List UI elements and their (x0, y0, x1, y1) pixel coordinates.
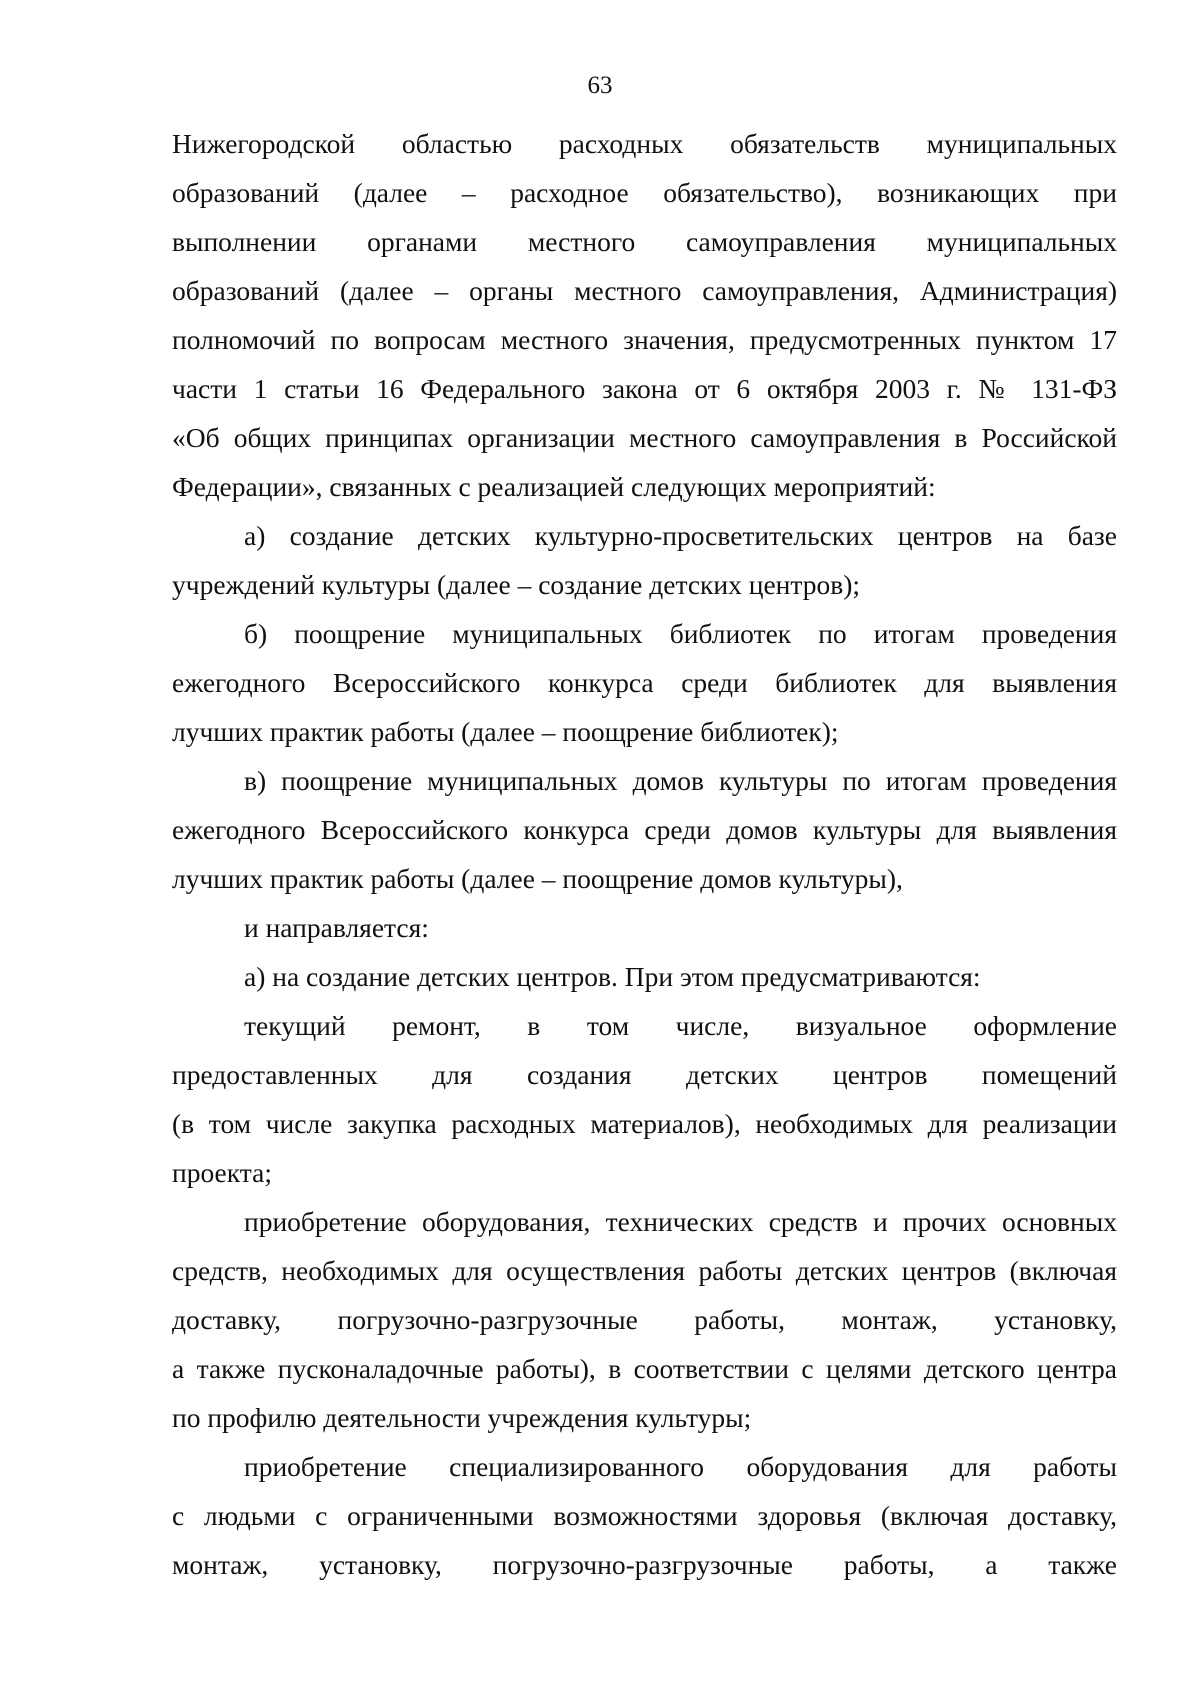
text-line: лучших практик работы (далее – поощрение домов культуры), (172, 863, 903, 894)
text-line: выполнении органами местного самоуправления муниципальных (172, 226, 1117, 257)
text-line: доставку, погрузочно-разгрузочные работы, монтаж, установку, (172, 1304, 1117, 1335)
page-number: 63 (587, 72, 613, 99)
text-line: образований (далее – расходное обязательство), возникающих при (172, 177, 1117, 208)
text-line: «Об общих принципах организации местного самоуправления в Российской (172, 422, 1117, 453)
text-line: средств, необходимых для осуществления работы детских центров (включая (172, 1255, 1117, 1286)
text-line: образований (далее – органы местного самоуправления, Администрация) (172, 275, 1117, 306)
text-line: части 1 статьи 16 Федерального закона от 6 октября 2003 г. № 131-ФЗ (172, 373, 1117, 404)
text-line: в) поощрение муниципальных домов культуры по итогам проведения (244, 765, 1117, 796)
text-line: полномочий по вопросам местного значения, предусмотренных пунктом 17 (172, 324, 1117, 355)
text-line: а) на создание детских центров. При этом предусматриваются: (244, 961, 981, 992)
text-line: монтаж, установку, погрузочно-разгрузочные работы, а также (172, 1549, 1117, 1580)
text-line: ежегодного Всероссийского конкурса среди библиотек для выявления (172, 667, 1117, 698)
text-line: с людьми с ограниченными возможностями здоровья (включая доставку, (172, 1500, 1117, 1531)
text-line: проекта; (172, 1157, 272, 1188)
text-line: а) создание детских культурно-просветительских центров на базе (244, 520, 1117, 551)
text-line: ежегодного Всероссийского конкурса среди домов культуры для выявления (172, 814, 1117, 845)
text-line: а также пусконаладочные работы), в соответствии с целями детского центра (172, 1353, 1117, 1384)
text-line: лучших практик работы (далее – поощрение библиотек); (172, 716, 839, 747)
text-line: б) поощрение муниципальных библиотек по итогам проведения (244, 618, 1117, 649)
text-line: (в том числе закупка расходных материалов), необходимых для реализации (172, 1108, 1117, 1139)
text-line: по профилю деятельности учреждения культуры; (172, 1402, 752, 1433)
text-line: Нижегородской областью расходных обязательств муниципальных (172, 128, 1117, 159)
text-line: приобретение оборудования, технических средств и прочих основных (244, 1206, 1117, 1237)
text-line: приобретение специализированного оборудования для работы (244, 1451, 1117, 1482)
text-line: учреждений культуры (далее – создание детских центров); (172, 569, 860, 600)
text-line: и направляется: (244, 912, 429, 943)
document-body (172, 119, 1117, 1589)
text-line: предоставленных для создания детских центров помещений (172, 1059, 1117, 1090)
text-line: текущий ремонт, в том числе, визуальное оформление (244, 1010, 1117, 1041)
text-line: Федерации», связанных с реализацией следующих мероприятий: (172, 471, 936, 502)
